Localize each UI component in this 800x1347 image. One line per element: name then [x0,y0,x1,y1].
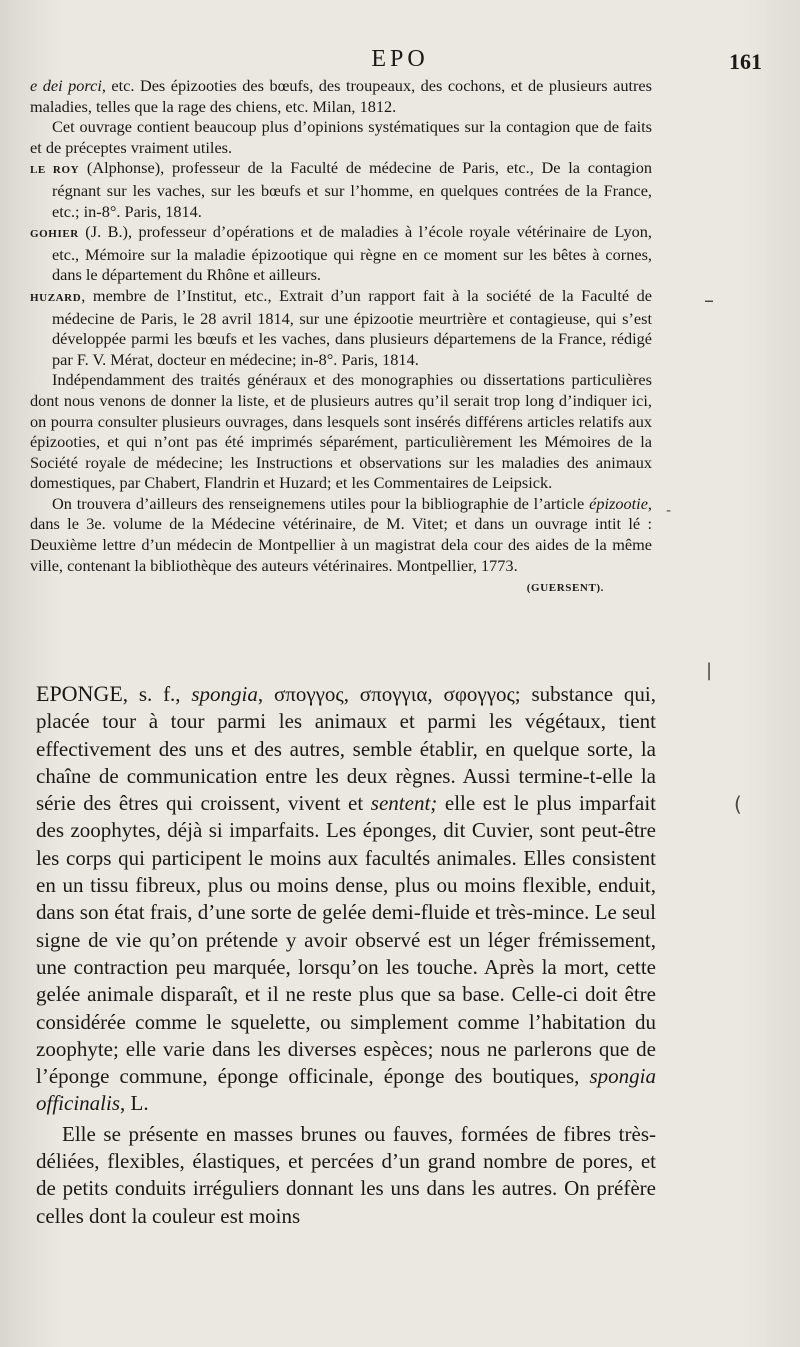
bibliography-entry [30,158,652,222]
grammar-note: , s. f., [122,682,192,706]
paragraph-italic: épizootie [589,493,648,513]
paragraph-text: On trouvera d’ailleurs des renseignemens utiles pour la bibliographie de l’article [52,493,590,513]
bibliography-carryover [30,76,652,117]
article-eponge [36,680,656,1230]
entry-author: HUZARD [30,291,82,304]
paragraph-text: elle est le plus imparfait des zoophytes, déjà si imparfaits. Les éponges, dit Cuvier, sont peut-être les corps qui participent le moins aux facultés animales. Elles consistent en un tissu fibreux, plus ou moins dense, plus ou moins flexible, enduit, dans son état frais, d’une sorte de gelée demi-fluide et très-mince. Le seul signe de vie qu’on prétende y avoir observé est un léger frémissement, une contraction peu marquée, lorsqu’on les touche. Après la mort, cette gelée animale disparaît, et il ne reste plus que sa base. Celle-ci doit être considérée comme le squelette, ou simplement comme l’habitation du zoophyte; elle varie dans les diverses espèces; nous ne parlerons que de l’éponge commune, éponge officinale, éponge des boutiques, [36,791,656,1089]
carryover-italic: e dei porci [30,76,102,95]
article-paragraph: Elle se présente en masses brunes ou fauves, formées de fibres très-déliées, flexibles, élastiques, et percées d’un grand nombre de pores, et de petits conduits irréguliers donnant les uns dans les autres. On préfère celles dont la couleur est moins [36,1121,656,1228]
author-signature [30,576,652,599]
margin-tick-mark: | [706,660,713,681]
latin-term: spongia [191,682,258,706]
entry-text: (J. B.), professeur d’opérations et de maladies à l’école royale vétérinaire de Lyon, etc., Mémoire sur la maladie épizootique qui règne en ce moment sur les bêtes à cornes, dans le département du Rhône et ailleurs. [52,222,652,285]
entry-author: LE ROY [30,164,80,177]
running-head: EPO [371,46,429,72]
species-name: spongia officinalis [36,1064,656,1116]
bibliography-entry [30,286,652,370]
margin-pencil-mark: ( [734,792,742,816]
entry-text: , membre de l’Institut, etc., Extrait d’un rapport fait à la société de la Faculté de médecine de Paris, le 28 avril 1814, sur une épizootie meurtrière et contagieuse, qui s’est développée parmi les bœufs et les vaches, dans plusieurs départemens de la France, rédigé par F. V. Mérat, docteur en médecine; in-8°. Paris, 1814. [52,285,652,369]
margin-dash-mark: - [666,503,672,519]
entry-text: (Alphonse), professeur de la Faculté de médecine de Paris, etc., De la contagion régnant sur les vaches, sur les bœufs et sur l’homme, en quelques contrées de la France, etc.; in-8°. Paris, 1814. [52,158,652,221]
page-number: 161 [729,49,762,74]
article-paragraph [36,680,656,1118]
signature-text: (GUERSENT). [526,582,604,595]
bibliography-entry [30,222,652,286]
carryover-text: , etc. Des épizooties des bœufs, des troupeaux, des cochons, et de plusieurs autres maladies, telles que la rage des chiens, etc. Milan, 1812. [30,76,652,116]
paragraph-text: , dans le 3e. volume de la Médecine vétérinaire, de M. Vitet; et dans un ouvrage intit lé : Deuxième lettre d’un médecin de Montpellier à un magistrat dela cour des aides de la même ville, contenant la bibliothèque des auteurs vétérinaires. Montpellier, 1773. [30,493,652,575]
emphasis: sentent; [370,791,438,816]
carryover-note: Cet ouvrage contient beaucoup plus d’opinions systématiques sur la contagion que de faits et de préceptes vraiment utiles. [30,117,652,157]
bibliography-paragraph: Indépendamment des traités généraux et des monographies ou dissertations particulières dont nous venons de donner la liste, et de plusieurs autres qu’il serait trop long d’indiquer ici, on pourra consulter plusieurs ouvrages, dans lesquels sont insérés différens articles relatifs aux épizooties, et qui n’ont pas été imprimés séparément, particulièrement les Mémoires de la Société royale de médecine; les Instructions et observations sur les maladies des animaux domestiques, par Chabert, Flandrin et Huzard; et les Commentaires de Leipsick. [30,370,652,493]
margin-dash-mark: – [704,288,714,312]
bibliography-section [30,76,652,599]
bibliography-paragraph [30,494,652,576]
paragraph-text: substance qui, placée tour à tour parmi les animaux et parmi les végétaux, tient effectivement des uns et des autres, semble établir, en quelque sorte, la chaîne de communication entre les deux règnes. Aussi termine-t-elle la série des êtres qui croissent, vivent et [36,682,656,816]
greek-terms: , σπογγος, σπογγια, σφογγος; [257,682,521,706]
paragraph-text: , L. [120,1091,149,1116]
headword: EPONGE [36,681,123,706]
entry-author: GOHIER [30,228,79,241]
